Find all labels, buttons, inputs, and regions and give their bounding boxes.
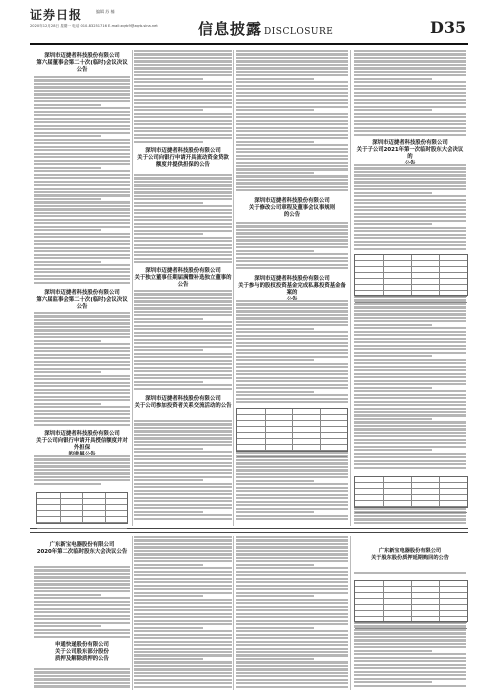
table-row <box>355 623 467 629</box>
edition-info: 编辑 苏 楠 <box>96 9 115 14</box>
body-text-block <box>34 455 130 489</box>
table-column-line <box>411 581 412 621</box>
body-text-block <box>354 164 466 252</box>
table-column-line <box>383 255 384 295</box>
dateline: 2020年12月28日 星期一 电话 010-83251716 E-mail:zqrb9@zqrb.sina.net <box>30 24 158 28</box>
data-table <box>36 492 128 524</box>
body-text-block <box>354 296 466 474</box>
data-table <box>354 476 468 508</box>
column-divider <box>350 536 351 690</box>
body-text-block <box>354 622 466 690</box>
body-text-block <box>34 76 130 286</box>
data-table <box>354 254 468 296</box>
article-headline: 广东新宝电器股份有限公司 关于股东股份质押延期购回的公告 <box>371 548 449 561</box>
table-column-line <box>411 477 412 507</box>
body-text-block <box>34 566 130 640</box>
table-row <box>37 523 127 529</box>
article-headline: 深圳市迈捷者科技股份有限公司 关于修改公司章程及董事会议事规则 的公告 <box>248 198 336 218</box>
column-divider <box>132 536 133 690</box>
table-column-line <box>105 493 106 523</box>
table-column-line <box>292 409 293 451</box>
article-headline: 深圳市迈捷者科技股份有限公司 关于公司参加投资者关系交流活动的公告 <box>134 396 232 409</box>
table-column-line <box>320 409 321 451</box>
article-headline: 深圳市迈捷者科技股份有限公司 第六届董事会第二十次(临时)会议决议公告 <box>36 53 128 73</box>
table-row <box>237 451 347 457</box>
body-text-block <box>34 668 130 690</box>
table-row <box>355 507 467 513</box>
page-number: D35 <box>430 18 467 37</box>
data-table <box>354 580 468 622</box>
table-column-line <box>411 255 412 295</box>
section-title-en: DISCLOSURE <box>264 27 334 37</box>
body-text-block <box>34 312 130 428</box>
table-column-line <box>439 581 440 621</box>
column-divider <box>350 50 351 526</box>
body-text-block <box>354 572 466 578</box>
body-text-block <box>236 536 348 690</box>
column-divider <box>233 50 234 526</box>
article-headline: 深圳市迈捷者科技股份有限公司 关于子公司2021年第一次临时股东大会决议的 <box>356 140 464 160</box>
table-column-line <box>82 493 83 523</box>
body-text-block <box>236 300 348 406</box>
body-text-block <box>134 420 232 524</box>
article-headline: 深圳市迈捷者科技股份有限公司 关于参与的股权投资基金完成私募投资基金备案的 <box>238 276 346 296</box>
table-column-line <box>383 581 384 621</box>
masthead <box>0 0 484 44</box>
body-text-block <box>236 50 348 196</box>
body-text-block <box>236 222 348 274</box>
body-text-block <box>134 290 232 394</box>
section-rule <box>30 532 468 533</box>
body-text-block <box>134 174 232 266</box>
table-column-line <box>383 477 384 507</box>
article-headline: 申通快递股份有限公司 关于公司股东部分股份 质押及解除质押的公告 <box>55 642 109 662</box>
body-text-block <box>236 452 348 524</box>
article-headline: 深圳市迈捷者科技股份有限公司 关于独立董事任期届满暨补选独立董事的 公告 <box>134 268 232 288</box>
table-row <box>355 297 467 303</box>
data-table <box>236 408 348 452</box>
article-headline: 广东新宝电器股份有限公司 2020年第二次临时股东大会决议公告 <box>36 542 128 555</box>
table-column-line <box>439 255 440 295</box>
table-column-line <box>439 477 440 507</box>
column-divider <box>132 50 133 526</box>
body-text-block <box>34 50 130 53</box>
table-column-line <box>265 409 266 451</box>
section-title-cn: 信息披露 <box>198 20 263 38</box>
masthead-rule <box>30 43 468 45</box>
newspaper-logo: 证券日报 <box>30 8 83 22</box>
article-headline: 深圳市迈捷者科技股份有限公司 关于公司向银行申请开具流动资金贷款 额度并提供担保的公告 <box>137 148 229 168</box>
section-title <box>198 18 333 39</box>
body-text-block <box>134 50 232 146</box>
table-column-line <box>60 493 61 523</box>
body-text-block <box>354 50 466 138</box>
column-divider <box>233 536 234 690</box>
article-headline: 深圳市迈捷者科技股份有限公司 第六届监事会第二十次(临时)会议决议公告 <box>36 290 128 310</box>
body-text-block <box>134 536 232 690</box>
article-headline: 深圳市迈捷者科技股份有限公司 关于公司向银行申请开具授信额度并对外担保 <box>36 431 128 451</box>
